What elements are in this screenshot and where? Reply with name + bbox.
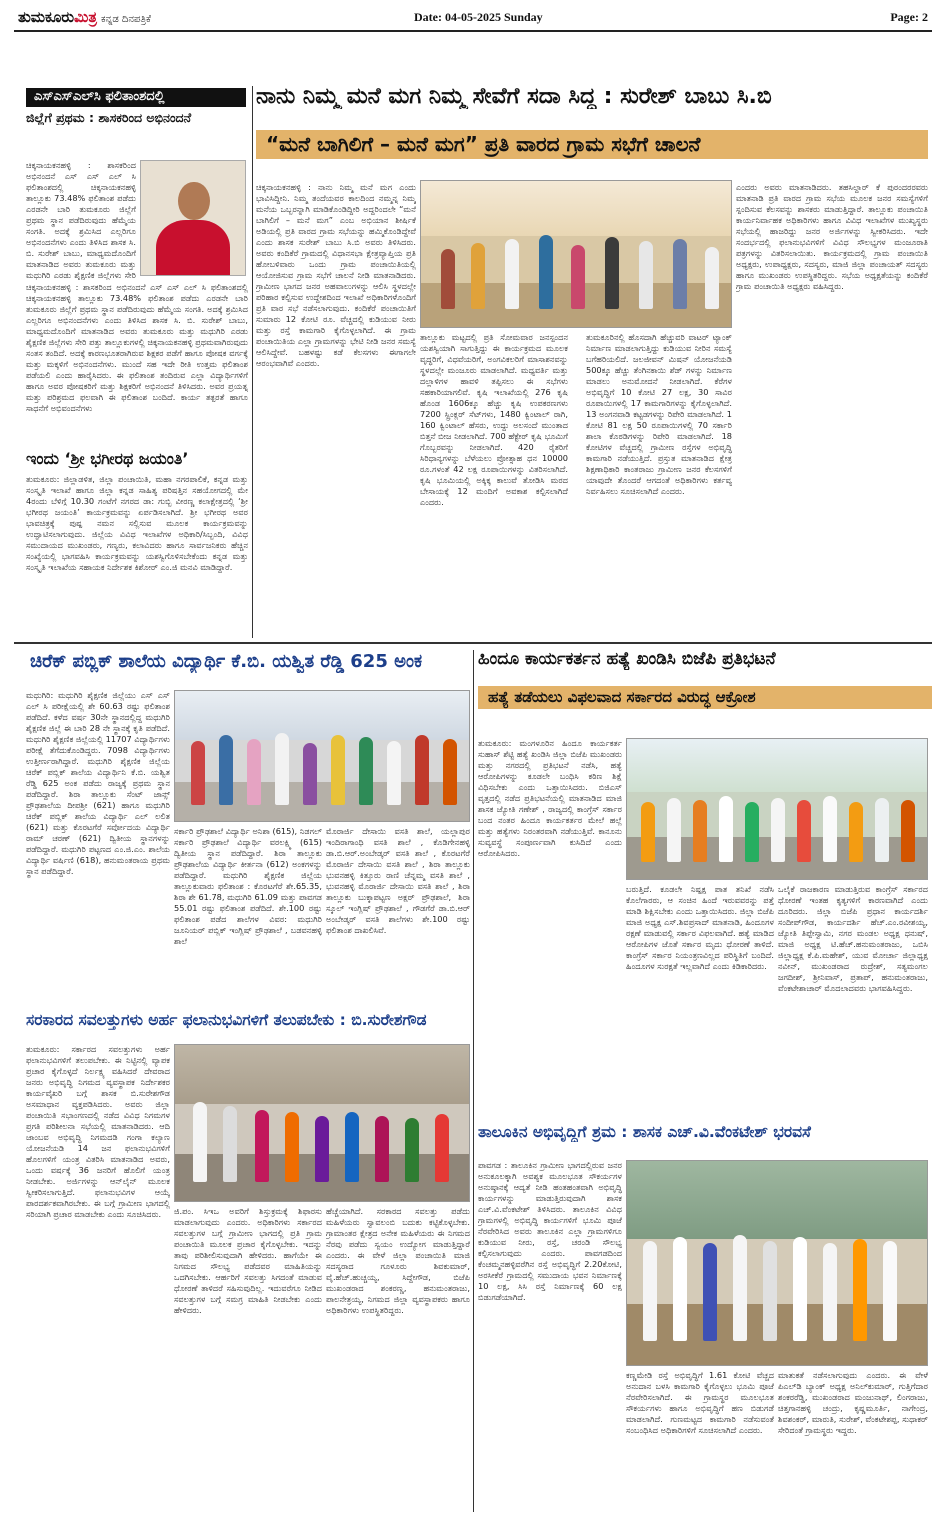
photo-person	[797, 800, 811, 862]
photo-person	[883, 1241, 897, 1341]
newspaper-logo	[18, 8, 151, 26]
photo-person	[387, 741, 401, 805]
photo-person	[823, 1243, 837, 1341]
school-col-1: ಮಧುಗಿರಿ: ಮಧುಗಿರಿ ಶೈಕ್ಷಣಿಕ ಜಿಲ್ಲೆಯು ಎಸ್ ಎಸ್ ಎಲ್ ಸಿ ಪರೀಕ್ಷೆಯಲ್ಲಿ ಶೇ 60.63 ರಷ್ಟು ಫಲಿತಾಂಶ ಪಡೆದಿದೆ. ಕಳೆದ ವರ್ಷ 30ನೇ ಸ್ಥಾನದಲ್ಲಿದ್ದ ಮಧುಗಿರಿ ಶೈಕ್ಷಣಿಕ ಜಿಲ್ಲೆ ಈ ಬಾರಿ 28 ನೇ ಸ್ಥಾನಕ್ಕೆ ಕೃತಿ ಪಡೆದಿದೆ. ಮಧುಗಿರಿ ಶೈಕ್ಷಣಿಕ ಜಿಲ್ಲೆಯಲ್ಲಿ 11707 ವಿದ್ಯಾರ್ಥಿಗಳು ಪರೀಕ್ಷೆ ತೆಗೆದುಕೊಂಡಿದ್ದರು. 7098 ವಿದ್ಯಾರ್ಥಿಗಳು ಉತ್ತೀರ್ಣರಾಗಿದ್ದಾರೆ. ಮಧುಗಿರಿ ಶೈಕ್ಷಣಿಕ ಜಿಲ್ಲೆಯ ಚಿರೆಕ್ ಪಬ್ಲಿಕ್ ಶಾಲೆಯ ವಿದ್ಯಾರ್ಥಿನಿ ಕೆ.ಬಿ. ಯಶ್ವಿತ ರೆಡ್ಡಿ 625 ಅಂಕ ಪಡೆದು ರಾಜ್ಯಕ್ಕೆ ಪ್ರಥಮ ಸ್ಥಾನ ಪಡೆದಿದ್ದಾರೆ. ಶಿರಾ ತಾಲ್ಲೂಕು ಸೆಂಟ್ ಜಾನ್ಸ್ ಪ್ರೌಢಶಾಲೆಯ ದೀಪಶ್ರೀ (621) ಹಾಗೂ ಮಧುಗಿರಿ ಚಿರೆಕ್ ಪಬ್ಲಿಕ್ ಶಾಲೆಯ ವಿದ್ಯಾರ್ಥಿ ಎಲ್ ಲಲಿತ (621) ಮತ್ತು ಕೊರಟಗೆರೆ ಸರ್ವೋದಯ ವಿದ್ಯಾರ್ಥಿ ರಾಮ್ ಚರಣ್ (621) ದ್ವಿತೀಯ ಸ್ಥಾನಗಳನ್ನು ಪಡೆದಿದ್ದಾರೆ. ಮಧುಗಿರಿ ಪಟ್ಟಣದ ಎಂ.ಜಿ.ಎಂ. ಶಾಲೆಯ ವಿದ್ಯಾರ್ಥಿ ವರ್ಷಿಣಿ (618), ಹನುಮಂತರಾಯ ಪ್ರಥಮ ಸ್ಥಾನ ಪಡೆದಿದ್ದಾರೆ.	[26, 690, 170, 876]
photo-person	[793, 1237, 807, 1341]
bjp-col-2: ಬರುತ್ತಿದೆ. ಕೂಡಲೇ ನಿಷ್ಪಕ್ಷ ಪಾತ ತನಿಖೆ ನಡೆಸಿ ಕೊಲೆಗಾರರು, ಆ ಸಂಚಿನ ಹಿಂದೆ ಇರುವವರನ್ನು ಪತ್ತೆ ಮಾಡಿ ಶಿಕ್ಷಿಸಬೇಕು ಎಂದು ಒತ್ತಾಯಿಸಿದರು. ಜಿಲ್ಲಾ ಬಿಜೆಪಿ ಮಾಜಿ ಅಧ್ಯಕ್ಷ ಎಸ್.ಶಿವಪ್ರಸಾದ್ ಮಾತನಾಡಿ, ಹಿಂದೂಗಳ ರಕ್ಷಣೆ ಮಾಡುವಲ್ಲಿ ಸರ್ಕಾರ ವಿಫಲವಾಗಿದೆ. ಹತ್ಯೆ ಮಾಡಿದ ಆರೋಪಿಗಳ ಜೊತೆ ಸರ್ಕಾರ ಮೃದು ಧೋರಣೆ ತಾಳಿದೆ. ಕಾಂಗ್ರೆಸ್ ಸರ್ಕಾರ ನಿಯಂತ್ರಣವಿಲ್ಲದ ಪರಿಸ್ಥಿತಿಗೆ ಬಂದಿದೆ. ಹಿಂದೂಗಳ ಸುರಕ್ಷತೆ ಇಲ್ಲವಾಗಿದೆ ಎಂದು ಕಿಡಿಕಾರಿದರು.	[626, 884, 774, 971]
welfare-headline: ಸರಕಾರದ ಸವಲತ್ತುಗಳು ಅರ್ಹ ಫಲಾನುಭವಿಗಳಿಗೆ ತಲುಪಬೇಕು : ಬಿ.ಸುರೇಶಗೌಡ	[26, 1012, 427, 1029]
taluk-groundbreaking-photo	[626, 1160, 928, 1366]
portrait-head	[178, 182, 209, 221]
portrait-body	[156, 220, 231, 276]
photo-person	[303, 743, 317, 805]
school-felicitation-photo	[174, 690, 470, 822]
photo-person	[643, 1241, 657, 1341]
column-divider	[473, 650, 474, 1512]
photo-person	[673, 1237, 687, 1341]
photo-person	[763, 1241, 777, 1341]
photo-person	[275, 733, 289, 805]
suresh-headline-1: ನಾನು ನಿಮ್ಮ ಮನೆ ಮಗ ನಿಮ್ಮ ಸೇವೆಗೆ ಸದಾ ಸಿದ್ಧ : ಸುರೇಶ್ ಬಾಬು ಸಿ.ಬಿ	[256, 84, 772, 109]
photo-person	[315, 1116, 329, 1182]
photo-person	[443, 739, 457, 805]
photo-person	[673, 239, 687, 309]
bhagiratha-headline: ಇಂದು ‘ಶ್ರೀ ಭಗೀರಥ ಜಯಂತಿ’	[26, 450, 189, 468]
photo-person	[255, 1110, 269, 1182]
bhagiratha-body: ತುಮಕೂರು: ಜಿಲ್ಲಾಡಳಿತ, ಜಿಲ್ಲಾ ಪಂಚಾಯಿತಿ, ಮಹಾ ನಗರಪಾಲಿಕೆ, ಕನ್ನಡ ಮತ್ತು ಸಂಸ್ಕೃತಿ ಇಲಾಖೆ ಹಾಗೂ ಜಿಲ್ಲಾ ಕನ್ನಡ ಸಾಹಿತ್ಯ ಪರಿಷತ್ತಿನ ಸಹಯೋಗದಲ್ಲಿ ಮೇ 4ರಂದು ಬೆಳಿಗ್ಗೆ 10.30 ಗಂಟೆಗೆ ನಗರದ ಡಾ: ಗುಬ್ಬಿ ವೀರಣ್ಣ ಕಲಾಕ್ಷೇತ್ರದಲ್ಲಿ ‘ಶ್ರೀ ಭಗೀರಥ ಜಯಂತಿ’ ಕಾರ್ಯಕ್ರಮವನ್ನು ಏರ್ಪಡಿಸಲಾಗಿದೆ. ಶ್ರೀ ಭಗೀರಥ ಅವರ ಭಾವಚಿತ್ರಕ್ಕೆ ಪುಷ್ಪ ನಮನ ಸಲ್ಲಿಸುವ ಮೂಲಕ ಕಾರ್ಯಕ್ರಮವನ್ನು ಉದ್ಘಾಟಿಸಲಾಗುವುದು. ಜಿಲ್ಲೆಯ ವಿವಿಧ ಇಲಾಖೆಗಳ ಅಧಿಕಾರಿ/ಸಿಬ್ಬಂದಿ, ವಿವಿಧ ಸಮುದಾಯದ ಮುಖಂಡರು, ಗಣ್ಯರು, ಕಲಾವಿದರು ಹಾಗೂ ಸಾರ್ವಜನಿಕರು ಹೆಚ್ಚಿನ ಸಂಖ್ಯೆಯಲ್ಲಿ ಭಾಗವಹಿಸಿ ಕಾರ್ಯಕ್ರಮವನ್ನು ಯಶಸ್ವಿಗೊಳಿಸಬೇಕೆಂದು ಕನ್ನಡ ಮತ್ತು ಸಂಸ್ಕೃತಿ ಇಲಾಖೆಯ ಸಹಾಯಕ ನಿರ್ದೇಶಕ ಕಿಶೋರ್ ಎಂ.ಜಿ ಮನವಿ ಮಾಡಿದ್ದಾರೆ.	[26, 474, 248, 572]
sslc-body-top: ಚಿಕ್ಕನಾಯಕನಹಳ್ಳಿ : ಶಾಸಕರಿಂದ ಅಭಿನಂದನೆ ಎಸ್ ಎಸ್ ಎಲ್ ಸಿ ಫಲಿತಾಂಶದಲ್ಲಿ ಚಿಕ್ಕನಾಯಕನಹಳ್ಳಿ ತಾಲ್ಲೂಕು 73.48% ಫಲಿತಾಂಶ ಪಡೆದು ಎರಡನೇ ಬಾರಿ ತುಮಕೂರು ಜಿಲ್ಲೆಗೆ ಪ್ರಥಮ ಸ್ಥಾನ ಪಡೆದಿರುವುದು ಹೆಮ್ಮೆಯ ಸಂಗತಿ. ಅದಕ್ಕೆ ಶ್ರಮಿಸಿದ ಎಲ್ಲರಿಗೂ ಅಭಿನಂದನೆಗಳು ಎಂದು ತಿಳಿಸಿದ ಶಾಸಕ ಸಿ. ಬಿ. ಸುರೇಶ್ ಬಾಬು, ಮಾಧ್ಯಮದೊಂದಿಗೆ ಮಾತನಾಡಿದ ಅವರು ತುಮಕೂರು ಮತ್ತು ಮಧುಗಿರಿ ಎರಡು ಶೈಕ್ಷಣಿಕ ಜಿಲ್ಲೆಗಳು ಸೇರಿ	[26, 160, 136, 280]
bjp-headline-1: ಹಿಂದೂ ಕಾರ್ಯಕರ್ತನ ಹತ್ಯೆ ಖಂಡಿಸಿ ಬಿಜೆಪಿ ಪ್ರತಿಭಟನೆ	[478, 650, 776, 669]
welfare-col-3: ಹೆಚ್ಚೆಯಾಗಿದೆ. ಸರಕಾರದ ಸವಲತ್ತು ಪಡೆದು ಮಹಿಳೆಯರು ಸ್ವಾವಲಂಬಿ ಬದುಕು ಕಟ್ಟಿಕೊಳ್ಳಬೇಕು. ಗ್ರಾಮಾಂತರ ಕ್ಷೇತ್ರದ ಅನೇಕ ಮಹಿಳೆಯರು ಈ ನಿಗಮದ ನೆರವು ಪಡೆದು ಸ್ವಯಂ ಉದ್ಯೋಗ ಮಾಡುತ್ತಿದ್ದಾರೆ ಎಂದರು. ಈ ವೇಳೆ ಜಿಲ್ಲಾ ಪಂಚಾಯಿತಿ ಮಾಜಿ ಸದಸ್ಯರಾದ ಗೂಳೂರು ಶಿವಕುಮಾರ್, ವೈ.ಹೆಚ್.ಹುಚ್ಚಯ್ಯ, ಸಿದ್ದೇಗೌಡ, ಬಿಜೆಪಿ ಮುಖಂಡರಾದ ಶಂಕರಣ್ಣ, ಹನುಮಂತರಾಜು, ಪಾಲನೇತ್ರಯ್ಯ, ನಿಗಮದ ಜಿಲ್ಲಾ ವ್ಯವಸ್ಥಾಪಕರು ಹಾಗೂ ಅಧಿಕಾರಿಗಳು ಉಪಸ್ಥಿತರಿದ್ದರು.	[326, 1206, 470, 1315]
sslc-headline-1: ಎಸ್ಎಸ್ಎಲ್‌ಸಿ ಫಲಿತಾಂಶದಲ್ಲಿ	[26, 88, 246, 107]
suresh-headline-2: “ಮನೆ ಬಾಗಿಲಿಗೆ – ಮನೆ ಮಗ” ಪ್ರತಿ ವಾರದ ಗ್ರಾಮ ಸಭೆಗೆ ಚಾಲನೆ	[256, 130, 928, 159]
suresh-col-2: ತಾಲ್ಲೂಕು ಮಟ್ಟದಲ್ಲಿ ಪ್ರತಿ ಸೋಮವಾರ ಜನಸ್ಪಂದನ ಯಶಸ್ವಿಯಾಗಿ ಸಾಗುತ್ತಿದ್ದು ಈ ಕಾರ್ಯಕ್ರಮದ ಮೂಲಕ ವೃದ್ಧರಿಗೆ, ವಿಧವೆಯರಿಗೆ, ಅಂಗವಿಕಲರಿಗೆ ಮಾಸಾಶನವನ್ನು ಸ್ಥಳದಲ್ಲೇ ಮಂಜೂರು ಮಾಡಲಾಗಿದೆ. ಮಧ್ಯವರ್ತಿ ಮತ್ತು ದಲ್ಲಾಳಿಗಳ ಹಾವಳಿ ತಪ್ಪಿಸಲು ಈ ಸಭೆಗಳು ಸಹಕಾರಿಯಾಗಲಿವೆ. ಕೃಷಿ ಇಲಾಖೆಯಲ್ಲಿ 276 ಕೃಷಿ ಹೊಂಡ 1606ಕ್ಕೂ ಹೆಚ್ಚು ಕೃಷಿ ಉಪಕರಣಗಳು 7200 ಸ್ಪ್ರಿಂಕ್ಲರ್ ಸೆಟ್‌ಗಳು, 1480 ಕ್ವಿಂಟಾಲ್ ರಾಗಿ, 160 ಕ್ವಿಂಟಾಲ್ ಹೆಸರು, ಉದ್ದು ಅಲಸಂದೆ ಮುಂತಾದ ಬಿತ್ತನೆ ಬೀಜ ನೀಡಲಾಗಿದೆ. 700 ಹೆಕ್ಟೇರ್ ಕೃಷಿ ಭೂಮಿಗೆ ಗೊಬ್ಬರವನ್ನು ನೀಡಲಾಗಿದೆ. 420 ರೈತರಿಗೆ ಸಿರಿಧಾನ್ಯಗಳನ್ನು ಬೆಳೆಯಲು ಪ್ರೋತ್ಸಾಹ ಧನ 10000 ರೂ.ಗಳಂತೆ 42 ಲಕ್ಷ ರೂಪಾಯಿಗಳನ್ನು ವಿತರಿಸಲಾಗಿದೆ. ಕೃಷಿ ಭೂಮಿಯಲ್ಲಿ ಅಕ್ಕಿಕ್ಕ ಕಾಲುವೆ ತೋಡಿಸಿ ಮರದ ಬೇಸಾಯಕ್ಕೆ 12 ಮಂದಿಗೆ ಅವಕಾಶ ಕಲ್ಪಿಸಲಾಗಿದೆ ಎಂದರು.	[420, 332, 568, 507]
suresh-event-photo	[420, 180, 732, 328]
bjp-col-1: ತುಮಕೂರು: ಮಂಗಳೂರಿನ ಹಿಂದೂ ಕಾರ್ಯಕರ್ತ ಸುಹಾಸ್ ಶೆಟ್ಟಿ ಹತ್ಯೆ ಖಂಡಿಸಿ ಜಿಲ್ಲಾ ಬಿಜೆಪಿ ಮುಖಂಡರು ಮತ್ತು ನಗರದಲ್ಲಿ ಪ್ರತಿಭಟನೆ ನಡೆಸಿ, ಹತ್ಯೆ ಆರೋಪಿಗಳನ್ನು ಕೂಡಲೇ ಬಂಧಿಸಿ ಕಠಿಣ ಶಿಕ್ಷೆ ವಿಧಿಸಬೇಕು ಎಂದು ಒತ್ತಾಯಿಸಿದರು. ಬಿಜಿಎಸ್ ವೃತ್ತದಲ್ಲಿ ನಡೆದ ಪ್ರತಿಭಟನೆಯಲ್ಲಿ ಮಾತನಾಡಿದ ಮಾಜಿ ಶಾಸಕ ಜ್ಯೋತಿ ಗಣೇಶ್ , ರಾಜ್ಯದಲ್ಲಿ ಕಾಂಗ್ರೆಸ್ ಸರ್ಕಾರ ಬಂದ ನಂತರ ಹಿಂದೂ ಕಾರ್ಯಕರ್ತರ ಮೇಲೆ ಹಲ್ಲೆ ಮತ್ತು ಹತ್ಯೆಗಳು ನಿರಂತರವಾಗಿ ನಡೆಯುತ್ತಿವೆ. ಕಾನೂನು ಸುವ್ಯವಸ್ಥೆ ಸಂಪೂರ್ಣವಾಗಿ ಕುಸಿದಿದೆ ಎಂದು ಆರೋಪಿಸಿದರು.	[478, 738, 622, 858]
photo-person	[285, 1112, 299, 1182]
welfare-col-1: ತುಮಕೂರು: ಸರ್ಕಾರದ ಸವಲತ್ತುಗಳು ಅರ್ಹ ಫಲಾನುಭವಿಗಳಿಗೆ ತಲುಪಬೇಕು. ಈ ನಿಟ್ಟಿನಲ್ಲಿ ವ್ಯಾಪಕ ಪ್ರಚಾರ ಕೈಗೊಳ್ಳದೆ ನಿರ್ಲಕ್ಷ್ಯ ವಹಿಸಿದರೆ ದೇವರಾದ ಜನರು ಅಭಿವೃದ್ಧಿ ನಿಗಮದ ವ್ಯವಸ್ಥಾಪಕ ನಿರ್ದೇಶಕರ ಕಾರ್ಯವೈಖರಿ ಬಗ್ಗೆ ಶಾಸಕ ಬಿ.ಸುರೇಶಗೌಡ ಅಸಮಾಧಾನ ವ್ಯಕ್ತಪಡಿಸಿದರು. ಅವರು ಜಿಲ್ಲಾ ಪಂಚಾಯಿತಿ ಸಭಾಂಗಣದಲ್ಲಿ ನಡೆದ ವಿವಿಧ ನಿಗಮಗಳ ಪ್ರಗತಿ ಪರಿಶೀಲನಾ ಸಭೆಯಲ್ಲಿ ಮಾತನಾಡಿದರು. ಆದಿ ಜಾಂಬವ ಅಭಿವೃದ್ಧಿ ನಿಗಮದಡಿ ಗಂಗಾ ಕಲ್ಯಾಣ ಯೋಜನೆಯಡಿ 14 ಜನ ಫಲಾನುಭವಿಗಳಿಗೆ ಹೊಲಗಳಿಗೆ ಯಂತ್ರ ವಿತರಿಸಿ ಮಾತನಾಡಿದ ಅವರು, ಒಂದು ವರ್ಷಕ್ಕೆ 36 ಜನರಿಗೆ ಹೊಲಿಗೆ ಯಂತ್ರ ನೀಡಬೇಕು. ಅರ್ಜಿಗಳನ್ನು ಆನ್‌ಲೈನ್ ಮೂಲಕ ಸ್ವೀಕರಿಸಲಾಗುತ್ತಿದೆ. ಫಲಾನುಭವಿಗಳ ಆಯ್ಕೆ ಪಾರದರ್ಶಕವಾಗಿರಬೇಕು. ಈ ಬಗ್ಗೆ ಗ್ರಾಮೀಣ ಭಾಗದಲ್ಲಿ ಸರಿಯಾಗಿ ಪ್ರಚಾರ ಮಾಡಬೇಕು ಎಂದು ಸೂಚಿಸಿದರು.	[26, 1044, 170, 1219]
photo-person	[219, 735, 233, 805]
photo-person	[605, 237, 619, 309]
photo-person	[875, 798, 889, 862]
photo-person	[435, 1114, 449, 1182]
taluk-col-2: ಕಣ್ಣಮೇಡಿ ರಸ್ತೆ ಅಭಿವೃದ್ಧಿಗೆ 1.61 ಕೋಟಿ ವೆಚ್ಚದ ಅನುದಾನ ಬಳಸಿ ಕಾಮಗಾರಿ ಕೈಗೊಳ್ಳಲು ಭೂಮಿ ಪೂಜೆ ನೆರವೇರಿಸಲಾಗಿದೆ. ಈ ಗ್ರಾಮಸ್ಥರ ಮೂಲಭೂತ ಸೌಕರ್ಯಗಳು ಹಾಗೂ ಅಭಿವೃದ್ಧಿಗೆ ಹಣ ಬಿಡುಗಡೆ ಮಾಡಲಾಗಿದೆ. ಗುಣಮಟ್ಟದ ಕಾಮಗಾರಿ ನಡೆಸುವಂತೆ ಸಂಬಂಧಿಸಿದ ಅಧಿಕಾರಿಗಳಿಗೆ ಸೂಚಿಸಲಾಗಿದೆ ಎಂದರು.	[626, 1370, 774, 1435]
photo-person	[849, 802, 863, 862]
school-col-3: ಮೊರಾರ್ಜಿ ದೇಸಾಯಿ ವಸತಿ ಶಾಲೆ, ಯಲ್ಲಾಪುರ ಇಂದಿರಾಗಾಂಧಿ ವಸತಿ ಶಾಲೆ , ಕೊಡಿಗೇನಹಳ್ಳಿ ಡಾ.ಬಿ.ಆರ್.ಅಂಬೇಡ್ಕರ್ ವಸತಿ ಶಾಲೆ , ಕೊರಟಗೆರೆ ಮೊರಾರ್ಜಿ ದೇಸಾಯಿ ವಸತಿ ಶಾಲೆ , ಶಿರಾ ತಾಲ್ಲೂಕು ಭುವನಹಳ್ಳಿ ಕಿತ್ತೂರು ರಾಣಿ ಚೆನ್ನಮ್ಮ ವಸತಿ ಶಾಲೆ , ಭುವನಹಳ್ಳಿ ಮೊರಾರ್ಜಿ ದೇಸಾಯಿ ವಸತಿ ಶಾಲೆ , ಶಿರಾ ತಾಲ್ಲೂಕು ಬುಕ್ಕಾಪಟ್ಟಣ ಅಕ್ಷರ್ ಪ್ರೌಢಶಾಲೆ, ಶಿರಾ ಸ್ಕೂಲ್ ಇಂಗ್ಲಿಷ್ ಪ್ರೌಢಶಾಲೆ , ಗೌಡಗೆರೆ ಡಾ.ಬಿ.ಆರ್ ಅಂಬೇಡ್ಕರ್ ವಸತಿ ಶಾಲೆಗಳು ಶೇ.100 ರಷ್ಟು ಫಲಿತಾಂಶ ದಾಖಲಿಸಿವೆ.	[326, 826, 470, 935]
masthead	[14, 6, 932, 32]
photo-person	[745, 802, 759, 862]
issue-date: Date: 04-05-2025 Sunday	[414, 10, 543, 24]
school-col-2: ಸರ್ಕಾರಿ ಪ್ರೌಢಶಾಲೆ ವಿದ್ಯಾರ್ಥಿ ಅನಿಶಾ (615), ನಿಡಗಲ್ ಸರ್ಕಾರಿ ಪ್ರೌಢಶಾಲೆ ವಿದ್ಯಾರ್ಥಿ ವರಲಕ್ಷ್ಮಿ (615) ದ್ವಿತೀಯ ಸ್ಥಾನ ಪಡೆದಿದ್ದಾರೆ. ಶಿರಾ ತಾಲ್ಲೂಕು ಪ್ರೌಢಶಾಲೆಯ ವಿದ್ಯಾರ್ಥಿ ಕೀರ್ತನಾ (612) ಅಂಕಗಳನ್ನು ಪಡೆದಿದ್ದಾರೆ. ಮಧುಗಿರಿ ಶೈಕ್ಷಣಿಕ ಜಿಲ್ಲೆಯ ತಾಲ್ಲೂಕುವಾರು ಫಲಿತಾಂಶ : ಕೊರಟಗೆರೆ ಶೇ.65.35, ಶಿರಾ ಶೇ 61.78, ಮಧುಗಿರಿ 61.09 ಮತ್ತು ಪಾವಗಡ 55.01 ರಷ್ಟು ಫಲಿತಾಂಶ ಪಡೆದಿದೆ. ಶೇ.100 ರಷ್ಟು ಫಲಿತಾಂಶ ಪಡೆದ ಶಾಲೆಗಳ ವಿವರ: ಮಧುಗಿರಿ ಜೂನಿಯರ್ ಪಬ್ಲಿಕ್ ಇಂಗ್ಲಿಷ್ ಪ್ರೌಢಶಾಲೆ , ಬಡವನಹಳ್ಳಿ ಶಾಲೆ	[174, 826, 322, 946]
photo-person	[771, 798, 785, 862]
school-headline: ಚಿರೆಕ್ ಪಬ್ಲಿಕ್ ಶಾಲೆಯ ವಿದ್ಯಾರ್ಥಿ ಕೆ.ಬಿ. ಯಶ್ವಿತ ರೆಡ್ಡಿ 625 ಅಂಕ	[30, 652, 423, 672]
photo-person	[191, 741, 205, 805]
photo-person	[415, 735, 429, 805]
photo-person	[901, 800, 915, 862]
taluk-headline: ತಾಲೂಕಿನ ಅಭಿವೃದ್ಧಿಗೆ ಶ್ರಮ : ಶಾಸಕ ಎಚ್.ವಿ.ವೆಂಕಟೇಶ್ ಭರವಸೆ	[478, 1124, 811, 1141]
photo-person	[733, 1235, 747, 1341]
photo-person	[853, 1239, 867, 1341]
photo-person	[705, 247, 719, 309]
welfare-col-2: ಜಿ.ಪಂ. ಸಿಇಒ ಅವರಿಗೆ ಶಿಸ್ತುಕ್ರಮಕ್ಕೆ ಶಿಫಾರಸು ಮಾಡಲಾಗುವುದು ಎಂದರು. ಅಧಿಕಾರಿಗಳು ಸರ್ಕಾರದ ಸವಲತ್ತುಗಳ ಬಗ್ಗೆ ಗ್ರಾಮೀಣ ಭಾಗದಲ್ಲಿ ಪ್ರತಿ ಗ್ರಾಮ ಪಂಚಾಯಿತಿ ಮೂಲಕ ಪ್ರಚಾರ ಕೈಗೊಳ್ಳಬೇಕು. ಇದನ್ನು ತಾವು ಪರಿಶೀಲಿಸುವುದಾಗಿ ಹೇಳಿದರು. ಹಾಗೆಯೇ ಈ ನಿಗಮದ ಸೌಲಭ್ಯ ಪಡೆದವರ ಮಾಹಿತಿಯನ್ನು ಒದಗಿಸಬೇಕು. ಆರ್ಹರಿಗೆ ಸವಲತ್ತು ಸಿಗದಂತೆ ಮಾಡುವ ಧೋರಣೆ ತಾಳಿದರೆ ಸಹಿಸುವುದಿಲ್ಲ. ಇದುವರೆಗೂ ನೀಡಿದ ಸವಲತ್ತುಗಳ ಬಗ್ಗೆ ಸಮಗ್ರ ಮಾಹಿತಿ ನೀಡಬೇಕು ಎಂದು ಹೇಳಿದರು.	[174, 1206, 322, 1315]
bjp-protest-photo	[626, 738, 928, 880]
suresh-col-3: ತುಮಕೂರಿನಲ್ಲಿ ಹೊಸದಾಗಿ ಹೆಚ್ಚುವರಿ ವಾಟರ್ ಟ್ಯಾಂಕ್ ನಿರ್ಮಾಣ ಮಾಡಲಾಗುತ್ತಿದ್ದು ಕುಡಿಯುವ ನೀರಿನ ಸಮಸ್ಯೆ ಬಗೆಹರಿಯಲಿದೆ. ಜಲಜೀವನ್ ಮಿಷನ್ ಯೋಜನೆಯಡಿ 500ಕ್ಕೂ ಹೆಚ್ಚು ತೆಂಗಿನಕಾಯಿ ಶೆಡ್ ಗಳನ್ನು ನಿರ್ಮಾಣ ಮಾಡಲು ಅನುಮೋದನೆ ನೀಡಲಾಗಿದೆ. ಕೆರೆಗಳ ಅಭಿವೃದ್ಧಿಗೆ 10 ಕೋಟಿ 27 ಲಕ್ಷ, 30 ಸಾವಿರ ರೂಪಾಯಿಗಳಲ್ಲಿ 17 ಕಾಮಗಾರಿಗಳನ್ನು ಕೈಗೊಳ್ಳಲಾಗಿದೆ. 13 ಅಂಗನವಾಡಿ ಕಟ್ಟಡಗಳನ್ನು ರಿಪೇರಿ ಮಾಡಲಾಗಿದೆ. 1 ಕೋಟಿ 81 ಲಕ್ಷ 50 ರೂಪಾಯಿಗಳಲ್ಲಿ 70 ಸರ್ಕಾರಿ ಶಾಲಾ ಕೊಠಡಿಗಳನ್ನು ರಿಪೇರಿ ಮಾಡಲಾಗಿದೆ. 18 ಕೋಟಿಗಳ ವೆಚ್ಚದಲ್ಲಿ ಗ್ರಾಮೀಣ ರಸ್ತೆಗಳ ಅಭಿವೃದ್ಧಿ ಕಾಮಗಾರಿ ನಡೆಯುತ್ತಿದೆ. ಪ್ರಸ್ತುತ ಮಾತನಾಡಿದ ಕ್ಷೇತ್ರ ಶಿಕ್ಷಣಾಧಿಕಾರಿ ಕಾಂತರಾಜು ಗ್ರಾಮೀಣ ಜನರ ಕೆಲಸಗಳಿಗೆ ಯಾವುದೇ ತೊಂದರೆ ಆಗದಂತೆ ಅಧಿಕಾರಿಗಳು ಕರ್ತವ್ಯ ನಿರ್ವಹಿಸಲು ಸೂಚಿಸಲಾಗಿದೆ ಎಂದರು.	[586, 332, 732, 496]
photo-person	[667, 798, 681, 862]
logo-text-a: ತುಮಕೂರು	[18, 8, 75, 26]
page-number: Page: 2	[890, 10, 928, 24]
photo-person	[441, 249, 455, 309]
photo-person	[331, 735, 345, 805]
mla-portrait	[140, 160, 246, 276]
photo-person	[375, 1116, 389, 1182]
photo-person	[223, 1106, 237, 1182]
photo-person	[703, 1243, 717, 1341]
bjp-col-3: ಒಲೈಕೆ ರಾಜಕಾರಣ ಮಾಡುತ್ತಿರುವ ಕಾಂಗ್ರೆಸ್ ಸರ್ಕಾರದ ಧೋರಣೆ ಇಂತಹ ಕೃತ್ಯಗಳಿಗೆ ಕಾರಣವಾಗಿದೆ ಎಂದು ದೂರಿದರು. ಜಿಲ್ಲಾ ಬಿಜೆಪಿ ಪ್ರಧಾನ ಕಾರ್ಯದರ್ಶಿ ಸಂದೀಪ್‌ಗೌಡ, ಕಾರ್ಯದರ್ಶಿ ಹೆಚ್.ಎಂ.ರವೀಶಯ್ಯ, ಜ್ಯೋತಿ ತಿಪ್ಪೇಸ್ವಾಮಿ, ನಗರ ಮಂಡಲ ಅಧ್ಯಕ್ಷ ಧನುಷ್, ಮಾಜಿ ಅಧ್ಯಕ್ಷ ಟಿ.ಹೆಚ್.ಹನುಮಂತರಾಜು, ಒಬಿಸಿ ಜಿಲ್ಲಾಧ್ಯಕ್ಷ ಕೆ.ಪಿ.ಮಹೇಶ್, ಯುವ ಮೋರ್ಚಾ ಜಿಲ್ಲಾಧ್ಯಕ್ಷ ನವೀನ್, ಮುಖಂಡರಾದ ರುದ್ರೇಶ್, ಸತ್ಯಮಂಗಲ ಜಗದೀಶ್, ಶ್ರೀನಿವಾಸ್, ಪ್ರತಾಪ್, ಹನುಮಂತರಾಜು, ವೆಂಕಟೇಶಾಚಾರ್ ಮೊದಲಾದವರು ಭಾಗವಹಿಸಿದ್ದರು.	[778, 884, 928, 993]
welfare-distribution-photo	[174, 1044, 470, 1202]
bjp-headline-2: ಹತ್ಯೆ ತಡೆಯಲು ವಿಫಲವಾದ ಸರ್ಕಾರದ ವಿರುದ್ಧ ಆಕ್ರೋಶ	[478, 686, 932, 709]
section-divider	[14, 642, 932, 644]
photo-person	[193, 1102, 207, 1182]
photo-person	[539, 235, 553, 309]
logo-tagline: ಕನ್ನಡ ದಿನಪತ್ರಿಕೆ	[100, 14, 151, 25]
logo-text-b: ಮಿತ್ರ	[74, 8, 97, 26]
photo-person	[471, 243, 485, 309]
photo-person	[719, 796, 733, 862]
column-divider	[252, 86, 253, 638]
sslc-body: ಚಿಕ್ಕನಾಯಕನಹಳ್ಳಿ : ಶಾಸಕರಿಂದ ಅಭಿನಂದನೆ ಎಸ್ ಎಸ್ ಎಲ್ ಸಿ ಫಲಿತಾಂಶದಲ್ಲಿ ಚಿಕ್ಕನಾಯಕನಹಳ್ಳಿ ತಾಲ್ಲೂಕು 73.48% ಫಲಿತಾಂಶ ಪಡೆದು ಎರಡನೇ ಬಾರಿ ತುಮಕೂರು ಜಿಲ್ಲೆಗೆ ಪ್ರಥಮ ಸ್ಥಾನ ಪಡೆದಿರುವುದು ಹೆಮ್ಮೆಯ ಸಂಗತಿ. ಅದಕ್ಕೆ ಶ್ರಮಿಸಿದ ಎಲ್ಲರಿಗೂ ಅಭಿನಂದನೆಗಳು ಎಂದು ತಿಳಿಸಿದ ಶಾಸಕ ಸಿ. ಬಿ. ಸುರೇಶ್ ಬಾಬು, ಮಾಧ್ಯಮದೊಂದಿಗೆ ಮಾತನಾಡಿದ ಅವರು ತುಮಕೂರು ಮತ್ತು ಮಧುಗಿರಿ ಎರಡು ಶೈಕ್ಷಣಿಕ ಜಿಲ್ಲೆಗಳು ಸೇರಿ ಪತ್ತು ತಾಲ್ಲೂಕುಗಳಲ್ಲಿ ಚಿಕ್ಕನಾಯಕನಹಳ್ಳಿ ಪ್ರಥಮವಾಗಿರುವುದು ಸಂತಸ ತಂದಿದೆ. ಅದಕ್ಕೆ ಕಾರಣಭೂತರಾಗಿರುವ ಶಿಕ್ಷಕರ ಪಡೆಗೆ ಹಾಗೂ ಪೋಷಕ ವರ್ಗಕ್ಕೆ ಮತ್ತು ಮಕ್ಕಳಿಗೆ ಅಭಿನಂದನೆಗಳು. ಮುಂದೆ ಸಹ ಇದೇ ರೀತಿ ಉತ್ತಮ ಫಲಿತಾಂಶ ಪಡೆಯಲಿ ಎಂದು ಹಾರೈಸಿದರು. ಈ ಫಲಿತಾಂಶ ತಂದಿರುವ ಎಲ್ಲಾ ವಿದ್ಯಾರ್ಥಿಗಳಿಗೆ ಹಾಗೂ ಅವರ ಪೋಷಕರಿಗೆ ಮತ್ತು ಶಿಕ್ಷಕರಿಗೆ ಅಭಿನಂದನೆ ತಿಳಿಸಿದರು. ಅವರ ಪ್ರಯತ್ನ ಮತ್ತು ಪರಿಶ್ರಮದ ಫಲವಾಗಿ ಈ ಫಲಿತಾಂಶ ಬಂದಿದೆ. ಕಾರ್ಯ ತತ್ಪರತೆ ಹಾಗೂ ಸಾಧನೆಗೆ ಅಭಿವಂದನೆಗಳು	[26, 282, 248, 413]
photo-person	[571, 245, 585, 309]
suresh-col-1: ಚಿಕ್ಕನಾಯಕನಹಳ್ಳಿ : ನಾನು ನಿಮ್ಮ ಮನೆ ಮಗ ಎಂದು ಭಾವಿಸಿದ್ದೀನಿ. ನಿಮ್ಮ ತಂದೆಯವರ ಕಾಲದಿಂದ ನಮ್ಮನ್ನ ನಿಮ್ಮ ಮನೆಯ ಒಬ್ಬರನ್ನಾಗಿ ಮಾಡಿಕೊಂಡಿದ್ದೀರಿ ಅದ್ದರಿಂದಲೇ “ಮನೆ ಬಾಗಿಲಿಗೆ – ಮನೆ ಮಗ” ಎಂಬ ಅಭಿಯಾನ ಶೀರ್ಷಿಕೆ ಅಡಿಯಲ್ಲಿ ಪ್ರತಿ ವಾರದ ಗ್ರಾಮ ಸಭೆಯನ್ನು ಹಮ್ಮಿಕೊಂಡಿದ್ದೇವೆ ಎಂದು ಶಾಸಕ ಸುರೇಶ್ ಬಾಬು ಸಿ.ಬಿ ಅವರು ತಿಳಿಸಿದರು. ಅವರು ಕಂದಿಕೆರೆ ಗ್ರಾಮದಲ್ಲಿ ವಿಧಾನಸಭಾ ಕ್ಷೇತ್ರವ್ಯಾಪ್ತಿಯ ಪ್ರತಿ ಹೋಬಳಿವಾರು ಒಂದು ಗ್ರಾಮ ಪಂಚಾಯಿತಿಯಲ್ಲಿ ಆಯೋಜಿಸುವ ಗ್ರಾಮ ಸಭೆಗೆ ಚಾಲನೆ ನೀಡಿ ಮಾತನಾಡಿದರು. ಗ್ರಾಮೀಣ ಭಾಗದ ಜನರ ಅಹವಾಲುಗಳನ್ನು ಆಲಿಸಿ ಸ್ಥಳದಲ್ಲೇ ಪರಿಹಾರ ಕಲ್ಪಿಸುವ ಉದ್ದೇಶದಿಂದ ಇಲಾಖೆ ಅಧಿಕಾರಿಗಳೊಂದಿಗೆ ಪ್ರತಿ ವಾರ ಸಭೆ ನಡೆಸಲಾಗುವುದು. ಕಂದಿಕೆರೆ ಪಂಚಾಯಿತಿಗೆ ಸುಮಾರು 12 ಕೋಟಿ ರೂ. ವೆಚ್ಚದಲ್ಲಿ ಕುಡಿಯುವ ನೀರು ಮತ್ತು ರಸ್ತೆ ಕಾಮಗಾರಿ ಕೈಗೊಳ್ಳಲಾಗಿದೆ. ಈ ಗ್ರಾಮ ಪಂಚಾಯಿತಿಯ ಎಲ್ಲಾ ಗ್ರಾಮಗಳನ್ನು ಭೇಟಿ ನೀಡಿ ಜನರ ಸಮಸ್ಯೆ ಆಲಿಸಿದ್ದೇವೆ. ಬಹಳಷ್ಟು ಕಡೆ ಕೆಲಸಗಳು ಈಗಾಗಲೇ ಆರಂಭವಾಗಿವೆ ಎಂದರು.	[256, 182, 416, 368]
photo-person	[693, 800, 707, 862]
photo-person	[405, 1118, 419, 1182]
taluk-col-3: ಮಾತುಕತೆ ನಡೆಸಲಾಗುವುದು ಎಂದರು. ಈ ವೇಳೆ ಪಿಎಲ್‌ಡಿ ಬ್ಯಾಂಕ್ ಅಧ್ಯಕ್ಷ ಅನಿಲ್‌ಕುಮಾರ್, ಗುತ್ತಿಗೆದಾರ ಶಂಕರರೆಡ್ಡಿ, ಮುಖಂಡರಾದ ಮಂಜುನಾಥ್, ಲಿಂಗರಾಜು, ಚಿತ್ತಗಾನಹಳ್ಳಿ ಚಂದ್ರು, ಕೃಷ್ಣಮೂರ್ತಿ, ನಾಗೇಂದ್ರ, ಶಿವಶಂಕರ್, ಮಾರುತಿ, ಸುರೇಶ್, ವೆಂಕಟೇಶಪ್ಪ, ಸುಧಾಕರ್ ಸೇರಿದಂತೆ ಗ್ರಾಮಸ್ಥರು ಇದ್ದರು.	[778, 1370, 928, 1435]
photo-person	[823, 796, 837, 862]
photo-person	[641, 802, 655, 862]
taluk-col-1: ಪಾವಗಡ : ತಾಲೂಕಿನ ಗ್ರಾಮೀಣ ಭಾಗದಲ್ಲಿರುವ ಜನರ ಅನುಕೂಲಕ್ಕಾಗಿ ಅವಶ್ಯಕ ಮೂಲಭೂತ ಸೌಕರ್ಯಗಳ ಅನುಷ್ಠಾನಕ್ಕೆ ಆದ್ಯತೆ ನೀಡಿ ಹಂತಹಂತವಾಗಿ ಅಭಿವೃದ್ಧಿ ಕಾರ್ಯಗಳನ್ನು ಮಾಡುತ್ತಿರುವುದಾಗಿ ಶಾಸಕ ಎಚ್.ವಿ.ವೆಂಕಟೇಶ್ ತಿಳಿಸಿದರು. ತಾಲೂಕಿನ ವಿವಿಧ ಗ್ರಾಮಗಳಲ್ಲಿ ಅಭಿವೃದ್ಧಿ ಕಾರ್ಯಗಳಿಗೆ ಭೂಮಿ ಪೂಜೆ ನೆರವೇರಿಸಿದ ಅವರು ತಾಲೂಕಿನ ಎಲ್ಲಾ ಗ್ರಾಮಗಳಿಗೂ ಕುಡಿಯುವ ನೀರು, ರಸ್ತೆ, ಚರಂಡಿ ಸೌಲಭ್ಯ ಕಲ್ಪಿಸಲಾಗುವುದು ಎಂದರು. ಪಾವಗಡದಿಂದ ಕೆಂಚಮ್ಮನಹಳ್ಳಿವರೆಗಿನ ರಸ್ತೆ ಅಭಿವೃದ್ಧಿಗೆ 2.20ಕೋಟಿ, ಅರಸೀಕೆರೆ ಗ್ರಾಮದಲ್ಲಿ ಸಮುದಾಯ ಭವನ ನಿರ್ಮಾಣಕ್ಕೆ 10 ಲಕ್ಷ, ಸಿಸಿ ರಸ್ತೆ ನಿರ್ಮಾಣಕ್ಕೆ 60 ಲಕ್ಷ ಬಿಡುಗಡೆಯಾಗಿದೆ.	[478, 1160, 622, 1302]
photo-person	[345, 1112, 359, 1182]
sslc-headline-2: ಜಿಲ್ಲೆಗೆ ಪ್ರಥಮ : ಶಾಸಕರಿಂದ ಅಭಿನಂದನೆ	[26, 111, 192, 125]
photo-person	[505, 239, 519, 309]
photo-person	[639, 241, 653, 309]
suresh-col-4: ಎಂದರು ಅವರು ಮಾತನಾಡಿದರು. ತಹಸಿಲ್ದಾರ್ ಕೆ ಪುರಂದರರವರು ಮಾತನಾಡಿ ಪ್ರತಿ ವಾರದ ಗ್ರಾಮ ಸಭೆಯ ಮೂಲಕ ಜನರ ಸಮಸ್ಯೆಗಳಿಗೆ ಸ್ಪಂದಿಸುವ ಕೆಲಸವನ್ನು ಶಾಸಕರು ಮಾಡುತ್ತಿದ್ದಾರೆ. ತಾಲ್ಲೂಕು ಪಂಚಾಯಿತಿ ಕಾರ್ಯನಿರ್ವಾಹಕ ಅಧಿಕಾರಿಗಳು ಹಾಗೂ ವಿವಿಧ ಇಲಾಖೆಗಳ ಮುಖ್ಯಸ್ಥರು ಸಭೆಯಲ್ಲಿ ಹಾಜರಿದ್ದು ಜನರ ಅರ್ಜಿಗಳನ್ನು ಸ್ವೀಕರಿಸಿದರು. ಇದೇ ಸಂದರ್ಭದಲ್ಲಿ ಫಲಾನುಭವಿಗಳಿಗೆ ವಿವಿಧ ಸೌಲಭ್ಯಗಳ ಮಂಜೂರಾತಿ ಪತ್ರಗಳನ್ನು ವಿತರಿಸಲಾಯಿತು. ಕಾರ್ಯಕ್ರಮದಲ್ಲಿ ಗ್ರಾಮ ಪಂಚಾಯಿತಿ ಅಧ್ಯಕ್ಷರು, ಉಪಾಧ್ಯಕ್ಷರು, ಸದಸ್ಯರು, ಮಾಜಿ ಜಿಲ್ಲಾ ಪಂಚಾಯತ್ ಸದಸ್ಯರು ಹಾಗೂ ಮುಖಂಡರು ಉಪಸ್ಥಿತರಿದ್ದರು. ಸಭೆಯ ಅಧ್ಯಕ್ಷತೆಯನ್ನು ಕಂದಿಕೆರೆ ಗ್ರಾಮ ಪಂಚಾಯಿತಿ ಅಧ್ಯಕ್ಷರು ವಹಿಸಿದ್ದರು.	[736, 182, 928, 291]
photo-person	[359, 737, 373, 805]
photo-person	[247, 739, 261, 805]
